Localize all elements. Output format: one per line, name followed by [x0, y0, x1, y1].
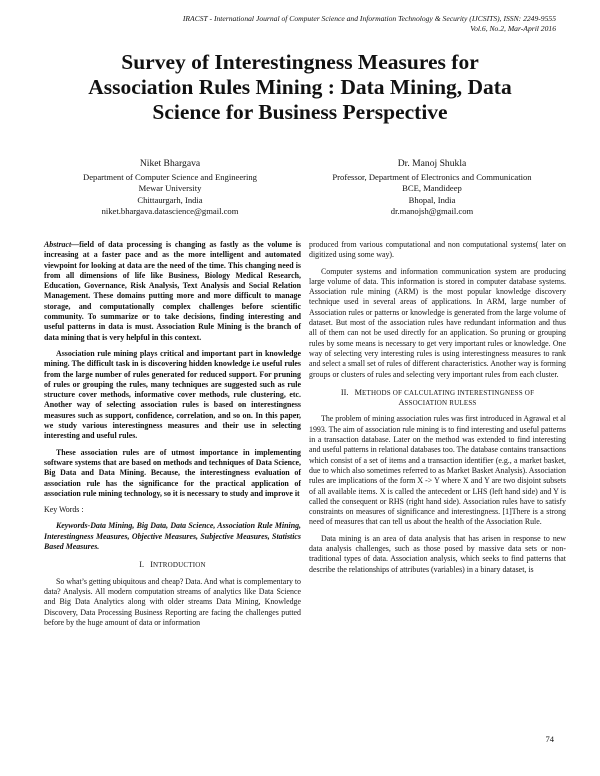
keywords-label: Keywords- — [56, 521, 91, 531]
abstract-paragraph-3: These association rules are of utmost importance in implementing software systems that are based on methods and techniques of Data Science, Big Data and Data Mining. Because, the interestingness evaluation of association rule has the significance for the practical application of association rule mining technology, so it is necessary to study and improve it — [44, 447, 301, 498]
page-number: 74 — [545, 734, 554, 744]
body-paragraph-problem: The problem of mining association rules was first introduced in Agrawal et al 1993. The aim of association rule mining is to find interesting and useful patterns in a transaction database. Later on the method was extended to find interesting and useful patterns in relational databases too. The database contains transactions which consist of a set of items and a transaction identifier (e.g., a market basket, due to which also sometimes referred to as Market Basket Analysis). Association rules are implications of the form X -> Y where X and Y are two disjoint subsets of all available items. X is called the antecedent or LHS (left hand side) and Y is called the consequent or RHS (right hand side). Association rules have to satisfy constraints on measures of significance and interestingness. [1]There is a strong need of measures that can tell us about the health of the Association Rule. — [309, 414, 566, 527]
author-city: Chittaurgarh, India — [137, 194, 203, 205]
body-paragraph-continued: produced from various computational and non computational systems( later on digitized using some way). — [309, 240, 566, 260]
title-line-2: Association Rules Mining : Data Mining, Data — [88, 75, 512, 99]
keywords-text: Data Mining, Big Data, Data Science, Association Rule Mining, Interestingness Measures, Objective Measures, Subjective Measures, Statistics Based Measures. — [44, 521, 301, 552]
author-email: niket.bhargava.datascience@gmail.com — [101, 206, 239, 216]
abstract-paragraph-1: Abstract—field of data processing is changing as fastly as the volume is increasing at a faster pace and as the more intelligent and automated viewpoint for looking at data are the need of the time. This changing need is from all dimensions of life like Business, Biology Medical Research, Education, Governance, Risk Analysis, Text Analysis and Social Relation Management. These domains putting more and more difficult to manage storage, and computationally complex challenges before scientific community. To summarize or to take decisions, finding interesting and useful patterns in data is must. Association Rule Mining is the branch of data mining that is very helpful in this context. — [44, 240, 301, 342]
title-line-1: Survey of Interestingness Measures for — [121, 50, 479, 74]
journal-name: IRACST - International Journal of Computer Science and Information Technology & Security (IJCSITS), ISSN: 2249-9555 — [182, 14, 556, 23]
author-city: Bhopal, India — [408, 194, 456, 205]
keywords-heading: Key Words : — [44, 505, 84, 515]
author-department: Department of Computer Science and Engineering — [83, 171, 257, 182]
journal-volume: Vol.6, No.2, Mar-April 2016 — [470, 23, 556, 33]
author-name: Niket Bhargava — [139, 158, 201, 169]
right-column — [309, 240, 566, 581]
title-line-3: Science for Business Perspective — [152, 100, 448, 124]
section-heading-methods: II. METHODS OF CALCULATING INTERESTINGNESS OF ASSOCIATION RULESS — [340, 387, 535, 408]
author-email: dr.manojsh@gmail.com — [390, 206, 474, 216]
author-name: Dr. Manoj Shukla — [397, 158, 467, 169]
abstract-paragraph-2: Association rule mining plays critical and important part in knowledge mining. The difficult task in is discovering hidden knowledge i.e useful rules from the large number of rules generated for reduced support. For pruning of rules or grouping the rules, many techniques are suggested such as rule structure cover methods, informative cover methods, rule clustering, etc. Another way of selecting association rules is based on interestingness measures such as support, confidence, correlation, and so on. In this paper, we study various interestingness measures and their use in selecting interesting and useful rules. — [44, 348, 301, 441]
abstract-label: Abstract— — [44, 240, 80, 249]
author-block-1 — [40, 158, 300, 218]
author-block-2 — [302, 158, 562, 218]
paper-title — [40, 50, 560, 125]
journal-header — [156, 14, 556, 33]
body-paragraph-arm: Computer systems and information communication system are producing large volume of data. This information is stored in computer database systems. Association rule mining (ARM) is the most popular knowledge discovery technique used in several areas of applications. In ARM, large number of Association rules or patterns or knowledge is generated from the large volume of dataset. But most of the association rules have redundant information and thus all of them can not be used directly for an application. So pruning or grouping rules by some means is necessary to get very important rules or knowledge. One way of selecting very interesting rules is using interestingness measures to rank and select a small set of rules of different characteristics. Another way is forming groups or clusters of rules and selecting very important rules from each cluster. — [309, 266, 566, 379]
body-paragraph-data-mining: Data mining is an area of data analysis that has arisen in response to new data analysis challenges, such as those posed by massive data sets or non-traditional types of data. Association analysis, which seeks to find patterns that describe the relationships of attributes (variables) in a binary dataset, is — [309, 533, 566, 574]
introduction-paragraph-1: So what’s getting ubiquitous and cheap? Data. And what is complementary to data? Analysis. All modern computation streams of analytics like Data Science and Big Data Analytics along with older streams Data Mining, Knowledge Discovery, Data Processing Business Reporting are facing the challenges putted before by the huge amount of data or information — [44, 576, 301, 627]
keywords-paragraph — [44, 521, 301, 552]
author-department: Professor, Department of Electronics and Communication — [332, 171, 532, 182]
left-column — [44, 240, 301, 634]
author-organization: Mewar University — [138, 183, 202, 193]
section-heading-introduction: I. INTRODUCTION — [139, 560, 206, 570]
author-organization: BCE, Mandideep — [402, 183, 462, 193]
